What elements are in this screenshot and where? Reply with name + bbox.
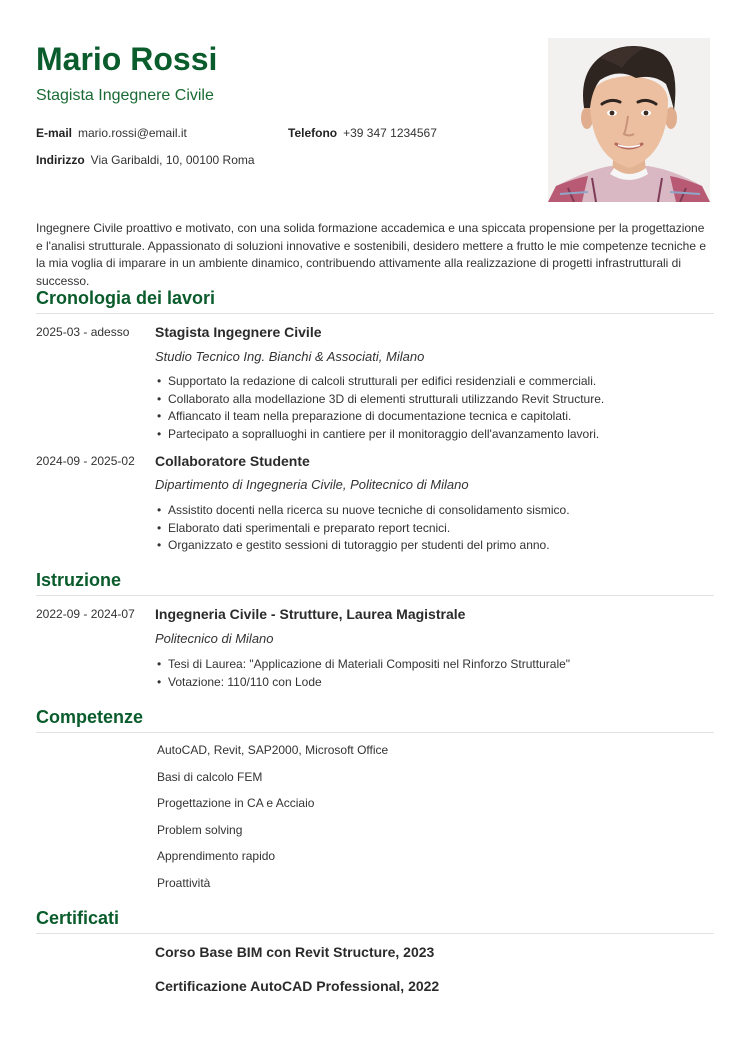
profile-photo: [548, 38, 710, 202]
certificates-divider: [36, 933, 714, 934]
job-title: Collaboratore Studente: [155, 453, 310, 469]
experience-divider: [36, 313, 714, 314]
education-divider: [36, 595, 714, 596]
education-details-list: [155, 656, 715, 691]
email-value: mario.rossi@email.it: [78, 126, 187, 140]
list-item: • Tesi di Laurea: "Applicazione di Materiali Compositi nel Rinforzo Strutturale": [155, 656, 715, 674]
address-label: Indirizzo: [36, 153, 85, 167]
list-item: • Supportato la redazione di calcoli strutturali per edifici residenziali e commerciali.: [155, 373, 715, 391]
list-item: • Partecipato a sopralluoghi in cantiere per il monitoraggio dell'avanzamento lavori.: [155, 426, 715, 444]
phone-row: [288, 126, 437, 140]
skills-divider: [36, 732, 714, 733]
job-date: 2024-09 - 2025-02: [36, 454, 135, 468]
job-employer: Studio Tecnico Ing. Bianchi & Associati, Milano: [155, 349, 425, 364]
skill-item: AutoCAD, Revit, SAP2000, Microsoft Office: [157, 743, 389, 757]
degree-title: Ingegneria Civile - Strutture, Laurea Magistrale: [155, 606, 466, 622]
certificate-item: Certificazione AutoCAD Professional, 2022: [155, 978, 440, 994]
resume-header: [36, 40, 536, 106]
skills-heading: Competenze: [36, 707, 144, 727]
skill-item: Proattività: [157, 875, 211, 890]
list-item: • Collaborato alla modellazione 3D di elementi strutturali utilizzando Revit Structure.: [155, 391, 715, 409]
experience-heading: Cronologia dei lavori: [36, 288, 216, 308]
email-label: E-mail: [36, 126, 73, 140]
job-duties-list: [155, 502, 715, 555]
education-heading: Istruzione: [36, 570, 122, 590]
skill-item: Progettazione in CA e Acciaio: [157, 796, 315, 810]
phone-label: Telefono: [288, 126, 338, 140]
phone-value: +39 347 1234567: [343, 126, 437, 140]
list-item: • Affiancato il team nella preparazione di documentazione tecnica e capitolati.: [155, 408, 715, 426]
skill-item: Apprendimento rapido: [157, 849, 276, 863]
email-row: [36, 126, 187, 140]
profile-summary: Ingegnere Civile proattivo e motivato, con una solida formazione accademica e una spiccata propensione per la progettazione e l'analisi strutturale. Appassionato di soluzioni innovative e sostenibili, desidero mettere a frutto le mie competenze tecniche e la mia voglia di imparare in un ambiente dinamico, contribuendo attivamente alla realizzazione di progetti infrastrutturali di successo.: [36, 221, 706, 288]
skill-item: Basi di calcolo FEM: [157, 769, 263, 784]
skills-list: [157, 743, 388, 902]
job-title: Stagista Ingegnere Civile: [155, 324, 322, 340]
skill-item: Problem solving: [157, 822, 243, 837]
job-duties-list: [155, 373, 715, 443]
institution: Politecnico di Milano: [155, 631, 274, 646]
education-date: 2022-09 - 2024-07: [36, 607, 135, 621]
certificates-heading: Certificati: [36, 908, 120, 928]
job-employer: Dipartimento di Ingegneria Civile, Politecnico di Milano: [155, 477, 469, 492]
person-name: Mario Rossi: [36, 41, 218, 77]
certificate-item: Corso Base BIM con Revit Structure, 2023: [155, 944, 435, 960]
address-row: [36, 153, 255, 167]
list-item: • Votazione: 110/110 con Lode: [155, 674, 715, 692]
list-item: • Assistito docenti nella ricerca su nuove tecniche di consolidamento sismico.: [155, 502, 715, 520]
list-item: • Organizzato e gestito sessioni di tutoraggio per studenti del primo anno.: [155, 537, 715, 555]
address-value: Via Garibaldi, 10, 00100 Roma: [90, 153, 255, 167]
job-title-heading: Stagista Ingegnere Civile: [36, 87, 214, 104]
job-date: 2025-03 - adesso: [36, 325, 130, 339]
portrait-illustration: [548, 38, 710, 202]
list-item: • Elaborato dati sperimentali e preparato report tecnici.: [155, 520, 715, 538]
